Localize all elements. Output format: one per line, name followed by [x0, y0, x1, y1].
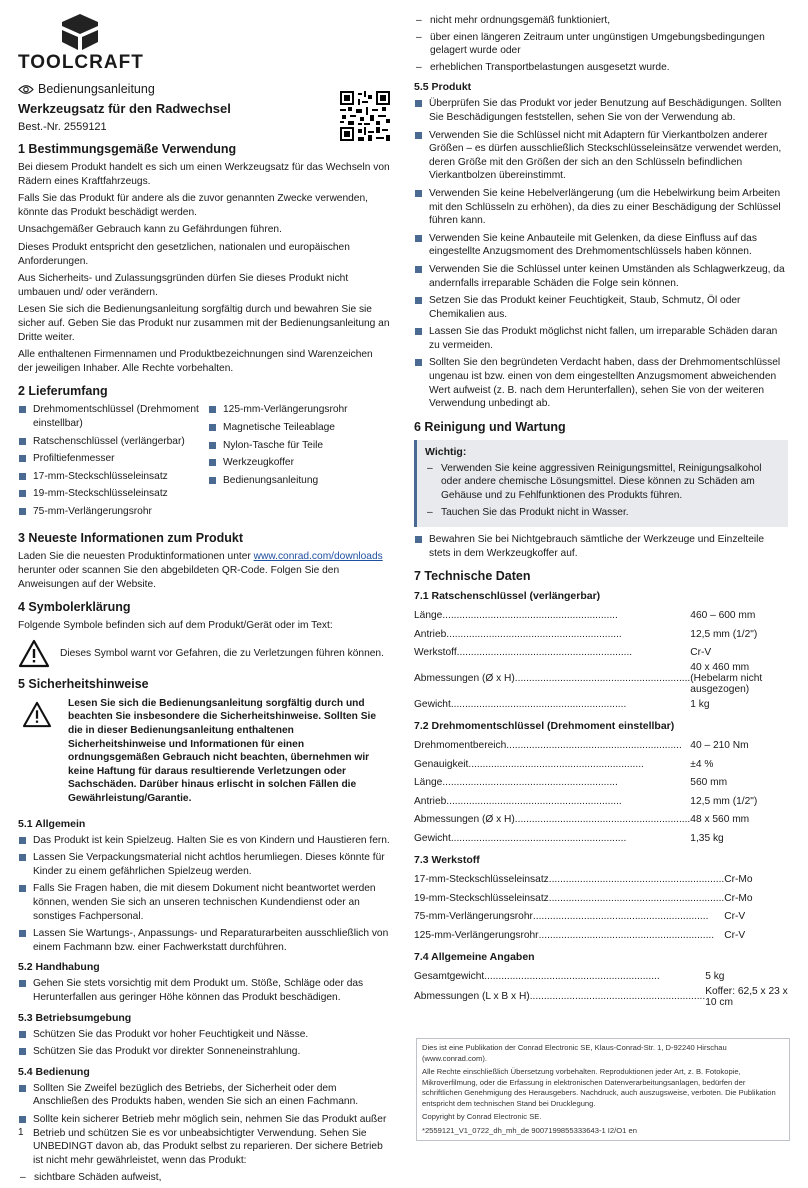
leader-dots: ..............................................................: [450, 698, 627, 710]
s51-title: 5.1 Allgemein: [18, 817, 86, 830]
spec-value: Cr-Mo: [724, 874, 753, 886]
spec-key: [414, 967, 705, 986]
list-item: Schützen Sie das Produkt vor direkter Sonneneinstrahlung.: [18, 1045, 390, 1059]
spec-key: [414, 773, 690, 792]
list-item: Falls Sie Fragen haben, die mit diesem Dokument nicht beantwortet werden können, wenden Sie sich an unseren technischen Kundendienst oder an sonstiges Fachpersonal.: [18, 882, 390, 923]
leader-dots: ..............................................................: [450, 832, 627, 844]
s1-p5: Aus Sicherheits- und Zulassungsgründen dürfen Sie dieses Produkt nicht umbauen und/ oder verändern.: [18, 273, 349, 298]
table-row: [414, 695, 788, 714]
list-item: Bewahren Sie bei Nichtgebrauch sämtliche der Werkzeuge und Einzelteile stets in dem Werkzeugkoffer auf.: [414, 533, 788, 560]
list-item: – Tauchen Sie das Produkt nicht in Wasser.: [425, 506, 780, 520]
spec-key: [414, 643, 690, 662]
table-row: [414, 606, 788, 625]
spec-value: 40 x 460 mm (Hebelarm nicht ausgezogen): [690, 661, 763, 695]
list-item: 17-mm-Steckschlüsseleinsatz: [18, 470, 200, 484]
table-row: [414, 986, 788, 1008]
spec-value: 48 x 560 mm: [690, 814, 750, 826]
spec-key: [414, 810, 690, 829]
table-row: [414, 643, 788, 662]
s55-title: 5.5 Produkt: [414, 81, 472, 94]
spec-key: [414, 755, 690, 774]
list-item: Magnetische Teileablage: [208, 421, 390, 435]
spec-key-label: Abmessungen (L x B x H): [414, 991, 530, 1003]
publisher-imprint: [416, 1038, 790, 1141]
spec-key-label: Gewicht: [414, 698, 451, 710]
spec-key-label: 19-mm-Steckschlüsseleinsatz: [414, 892, 549, 904]
list-item: – über einen längeren Zeitraum unter ungünstigen Umgebungsbedingungen gelagert wurde oder: [414, 31, 788, 58]
spec-key-label: Drehmomentbereich: [414, 740, 507, 752]
s1-title: 1 Bestimmungsgemäße Verwendung: [18, 142, 237, 156]
table-row: [414, 792, 757, 811]
spec-value: Cr-Mo: [724, 892, 753, 904]
table-row: [414, 810, 757, 829]
spec-key: [414, 829, 690, 848]
spec-key-label: Länge: [414, 610, 443, 622]
list-item: 75-mm-Verlängerungsrohr: [18, 505, 200, 519]
table-row: [414, 736, 757, 755]
leader-dots: ..............................................................: [514, 814, 691, 826]
list-item: Verwenden Sie die Schlüssel nicht mit Adaptern für Vierkantbolzen anderer Größen – es dürfen ausschließlich Steckschlüsseleinsätze verwendet werden, deren Größe mit den Größen der sich an den Schlüsseln befindlichen Vierkantbolzen übereinstimmt.: [414, 129, 788, 183]
product-title: Werkzeugsatz für den Radwechsel: [18, 101, 231, 116]
list-item: Werkzeugkoffer: [208, 456, 390, 470]
table-row: [414, 926, 753, 945]
leader-dots: ..............................................................: [529, 991, 706, 1003]
downloads-link[interactable]: www.conrad.com/downloads: [253, 551, 383, 563]
table-row: [414, 773, 757, 792]
leader-dots: ..............................................................: [514, 672, 691, 684]
list-item: Bedienungsanleitung: [208, 474, 390, 488]
table-row: [414, 625, 788, 644]
table-row: [414, 967, 788, 986]
table-row: [414, 907, 753, 926]
scope-of-delivery: [18, 403, 390, 522]
leader-dots: ..............................................................: [468, 758, 644, 770]
doc-type-row: [18, 82, 390, 96]
spec-key: [414, 889, 724, 908]
s52-title: 5.2 Handhabung: [18, 961, 100, 974]
page-number: 1: [18, 1127, 24, 1138]
list-item: Verwenden Sie keine Hebelverlängerung (um die Hebelwirkung beim Arbeiten mit den Schlüsseln zu erhöhen), da dies zu einer Beschädigung der Schlüssel führen kann.: [414, 187, 788, 228]
s7-title: 7 Technische Daten: [414, 569, 531, 584]
spec-key-label: 75-mm-Verlängerungsrohr: [414, 911, 533, 923]
spec-key: [414, 662, 690, 695]
imprint-line: *2559121_V1_0722_dh_mh_de 9007199855333643-1 I2/O1 en: [422, 1125, 637, 1135]
list-item: Das Produkt ist kein Spielzeug. Halten Sie es von Kindern und Haustieren fern.: [18, 834, 390, 848]
spec-key-label: Genauigkeit: [414, 758, 469, 770]
leader-dots: ..............................................................: [532, 911, 709, 923]
qr-code-icon: [340, 91, 390, 141]
s3-text: [18, 550, 390, 591]
safety-warning-text: Lesen Sie sich die Bedienungsanleitung sorgfältig durch und beachten Sie insbesondere die Sicherheitshinweise. Sollten Sie die in dieser Bedienungsanleitung enthaltenen Sicherheitshinweise und Informationen für einen ordnungsgemäßen Gebrauch nicht beachten, übernehmen wir keine Haftung für daraus resultierende Verletzungen oder Sachschäden. Darüber hinaus erlischt in solchen Fällen die Gewährleistung/Garantie.: [68, 697, 376, 804]
spec-key-label: Gewicht: [414, 832, 451, 844]
s1-p1: Bei diesem Produkt handelt es sich um einen Werkzeugsatz für das Wechseln von Rädern eines Kraftfahrzeugs.: [18, 162, 390, 187]
list-item: Überprüfen Sie das Produkt vor jeder Benutzung auf Beschädigungen. Sollten Sie Beschädigungen feststellen, sehen Sie von der Verwendung ab.: [414, 97, 788, 124]
list-item: Sollten Sie Zweifel bezüglich des Betriebs, der Sicherheit oder dem Anschließen des Produkts haben, wenden Sie sich an einen Fachmann.: [18, 1082, 390, 1109]
brand-logo: [18, 14, 148, 74]
spec-key: [414, 907, 724, 926]
spec-table: [414, 736, 757, 847]
spec-value: 1 kg: [690, 698, 710, 710]
list-item: Lassen Sie Wartungs-, Anpassungs- und Reparaturarbeiten ausschließlich von einem Fachmann bzw. einer Fachwerkstatt durchführen.: [18, 927, 390, 954]
eye-icon: [18, 84, 34, 95]
spec-key-label: Abmessungen (Ø x H): [414, 814, 515, 826]
spec-key-label: Antrieb: [414, 795, 447, 807]
imprint-line: Alle Rechte einschließlich Übersetzung vorbehalten. Reproduktionen jeder Art, z. B. Fotokopie, Mikroverfilmung, oder die Erfassung in elektronischen Datenverarbeitungsanlagen, bedürfen der schriftlichen Genehmigung des Herausgebers. Nachdruck, auch auszugsweise, verboten. Die Publikation entspricht dem technischen Stand bei Drucklegung.: [422, 1067, 776, 1108]
list-item: Gehen Sie stets vorsichtig mit dem Produkt um. Stöße, Schläge oder das Herunterfallen aus geringer Höhe können das Produkt beschädigen.: [18, 977, 390, 1004]
spec-table: [414, 606, 788, 713]
imprint-line: Copyright by Conrad Electronic SE.: [422, 1112, 542, 1121]
leader-dots: ..............................................................: [446, 628, 622, 640]
spec-group-title: 7.2 Drehmomentschlüssel (Drehmoment einstellbar): [414, 720, 675, 733]
s6-title: 6 Reinigung und Wartung: [414, 419, 566, 434]
spec-key-label: Abmessungen (Ø x H): [414, 672, 515, 684]
list-item: – nicht mehr ordnungsgemäß funktioniert,: [414, 14, 788, 28]
spec-key-label: Länge: [414, 777, 443, 789]
list-item: Setzen Sie das Produkt keiner Feuchtigkeit, Staub, Schmutz, Öl oder Chemikalien aus.: [414, 294, 788, 321]
spec-value: 40 – 210 Nm: [690, 740, 749, 752]
spec-key: [414, 870, 724, 889]
spec-key: [414, 695, 690, 714]
spec-key: [414, 625, 690, 644]
imprint-line: Dies ist eine Publikation der Conrad Electronic SE, Klaus-Conrad-Str. 1, D-92240 Hirschau (www.conrad.com).: [422, 1043, 727, 1063]
table-row: [414, 889, 753, 908]
toolcraft-logo-icon: [60, 14, 100, 50]
s1-p2: Falls Sie das Produkt für andere als die zuvor genannten Zwecke verwenden, könnte das Produkt beschädigt werden.: [18, 193, 368, 218]
spec-value: 1,35 kg: [690, 832, 724, 844]
spec-value: 460 – 600 mm: [690, 610, 756, 622]
right-column: [414, 14, 788, 1010]
spec-group-title: 7.1 Ratschenschlüssel (verlängerbar): [414, 590, 601, 603]
table-row: [414, 870, 753, 889]
table-row: [414, 755, 757, 774]
spec-key-label: Werkstoff: [414, 647, 457, 659]
spec-key: [414, 736, 690, 755]
spec-key: [414, 986, 705, 1008]
s1-p6: Lesen Sie sich die Bedienungsanleitung sorgfältig durch und bewahren Sie sie sicher auf. Geben Sie das Produkt nur zusammen mit der Bedienungsanleitung an Dritte weiter.: [18, 304, 390, 343]
list-item: Verwenden Sie keine Anbauteile mit Gelenken, da diese Einfluss auf das eingestellte Anzugsmoment des Drehmomentschlüssels haben können.: [414, 232, 788, 259]
warning-triangle-icon: [18, 639, 50, 668]
spec-value: 560 mm: [690, 777, 728, 789]
table-row: [414, 662, 788, 695]
spec-key: [414, 606, 690, 625]
s53-title: 5.3 Betriebsumgebung: [18, 1011, 132, 1024]
list-item: Lassen Sie Verpackungsmaterial nicht achtlos herumliegen. Dieses könnte für Kinder zu einem gefährlichen Spielzeug werden.: [18, 851, 390, 878]
list-item: Lassen Sie das Produkt möglichst nicht fallen, um irreparable Schäden daran zu vermeiden.: [414, 325, 788, 352]
warning-triangle-icon: [22, 701, 52, 728]
left-column: [18, 14, 390, 1188]
spec-groups: [414, 590, 788, 1008]
leader-dots: ..............................................................: [442, 610, 618, 622]
s1-p4: Dieses Produkt entspricht den gesetzlichen, nationalen und europäischen Anforderungen.: [18, 241, 350, 267]
article-number: Best.-Nr. 2559121: [18, 121, 107, 133]
list-item: 19-mm-Steckschlüsseleinsatz: [18, 487, 200, 501]
list-item: Ratschenschlüssel (verlängerbar): [18, 435, 200, 449]
spec-key: [414, 926, 724, 945]
s1-p3: Unsachgemäßer Gebrauch kann zu Gefährdungen führen.: [18, 224, 282, 236]
spec-value: Cr-V: [724, 911, 746, 923]
table-row: [414, 829, 757, 848]
list-item: Verwenden Sie die Schlüssel unter keinen Umständen als Schlagwerkzeug, da andernfalls irreparable Schäden die Folge sein können.: [414, 263, 788, 290]
spec-group-title: 7.3 Werkstoff: [414, 854, 480, 867]
symbol-row: [18, 639, 390, 668]
leader-dots: ..............................................................: [484, 971, 660, 983]
spec-key: [414, 792, 690, 811]
s4-intro: Folgende Symbole befinden sich auf dem Produkt/Gerät oder im Text:: [18, 620, 333, 632]
spec-value: Cr-V: [724, 929, 746, 941]
list-item: Drehmomentschlüssel (Drehmoment einstellbar): [18, 403, 200, 430]
list-item: Sollte kein sicherer Betrieb mehr möglich sein, nehmen Sie das Produkt außer Betrieb und schützen Sie es vor unbeabsichtigter Verwendung. Sehen Sie UNBEDINGT davon ab, das Produkt selbst zu reparieren. Der sichere Betrieb ist nicht mehr gewährleistet, wenn das Produkt:: [18, 1113, 390, 1167]
s3-text-before: Laden Sie die neuesten Produktinformationen unter: [18, 551, 254, 563]
spec-table: [414, 967, 788, 1008]
leader-dots: ..............................................................: [506, 740, 682, 752]
spec-value: 12,5 mm (1/2"): [690, 628, 758, 640]
leader-dots: ..............................................................: [456, 647, 633, 659]
spec-value: ±4 %: [690, 758, 714, 770]
s2-title: 2 Lieferumfang: [18, 384, 108, 399]
leader-dots: ..............................................................: [548, 874, 725, 886]
symbol-text: Dieses Symbol warnt vor Gefahren, die zu Verletzungen führen können.: [60, 647, 384, 659]
spec-value: 5 kg: [705, 971, 725, 983]
list-item: – Verwenden Sie keine aggressiven Reinigungsmittel, Reinigungsalkohol oder andere chemische Lösungsmittel. Diese können zu Schäden am Gehäuse und zu Fehlfunktionen des Produkts führen.: [425, 462, 780, 503]
spec-value: 12,5 mm (1/2"): [690, 795, 758, 807]
s1-p7: Alle enthaltenen Firmennamen und Produktbezeichnungen sind Warenzeichen der jeweiligen Inhaber. Alle Rechte vorbehalten.: [18, 349, 373, 374]
list-item: Nylon-Tasche für Teile: [208, 439, 390, 453]
spec-key-label: 125-mm-Verlängerungsrohr: [414, 929, 539, 941]
list-item: Profiltiefenmesser: [18, 452, 200, 466]
spec-value: Cr-V: [690, 647, 712, 659]
spec-key-label: 17-mm-Steckschlüsseleinsatz: [414, 874, 549, 886]
s3-title: 3 Neueste Informationen zum Produkt: [18, 531, 244, 546]
spec-key-label: Antrieb: [414, 628, 447, 640]
important-notice: [414, 440, 788, 527]
list-item: Sollten Sie den begründeten Verdacht haben, dass der Drehmomentschlüssel ungenau ist bzw. einen von dem eingestellten Anzugsmoment abweichenden Wert aufweist (z. B. nach dem Herunterfallen), sehen Sie von der weiteren Verwendung unbedingt ab.: [414, 356, 788, 410]
safety-warning: [18, 697, 390, 810]
brand-name: TOOLCRAFT: [18, 52, 144, 73]
leader-dots: ..............................................................: [548, 892, 725, 904]
spec-group-title: 7.4 Allgemeine Angaben: [414, 951, 535, 964]
s3-text-after: herunter oder scannen Sie den abgebildeten QR-Code. Folgen Sie den Anweisungen auf der Website.: [18, 565, 340, 590]
list-item: Schützen Sie das Produkt vor hoher Feuchtigkeit und Nässe.: [18, 1028, 390, 1042]
s5-title: 5 Sicherheitshinweise: [18, 676, 149, 691]
leader-dots: ..............................................................: [446, 795, 622, 807]
spec-value: Koffer: 62,5 x 23 x 10 cm: [705, 985, 788, 1008]
s4-title: 4 Symbolerklärung: [18, 600, 131, 615]
spec-table: [414, 870, 753, 944]
s54-title: 5.4 Bedienung: [18, 1065, 90, 1078]
leader-dots: ..............................................................: [442, 777, 618, 789]
spec-key-label: Gesamtgewicht: [414, 971, 485, 983]
list-item: – erheblichen Transportbelastungen ausgesetzt wurde.: [414, 61, 788, 75]
notice-title: Wichtig:: [425, 445, 467, 458]
list-item: – sichtbare Schäden aufweist,: [18, 1171, 390, 1185]
leader-dots: ..............................................................: [538, 929, 715, 941]
doc-type: Bedienungsanleitung: [38, 82, 155, 96]
list-item: 125-mm-Verlängerungsrohr: [208, 403, 390, 417]
